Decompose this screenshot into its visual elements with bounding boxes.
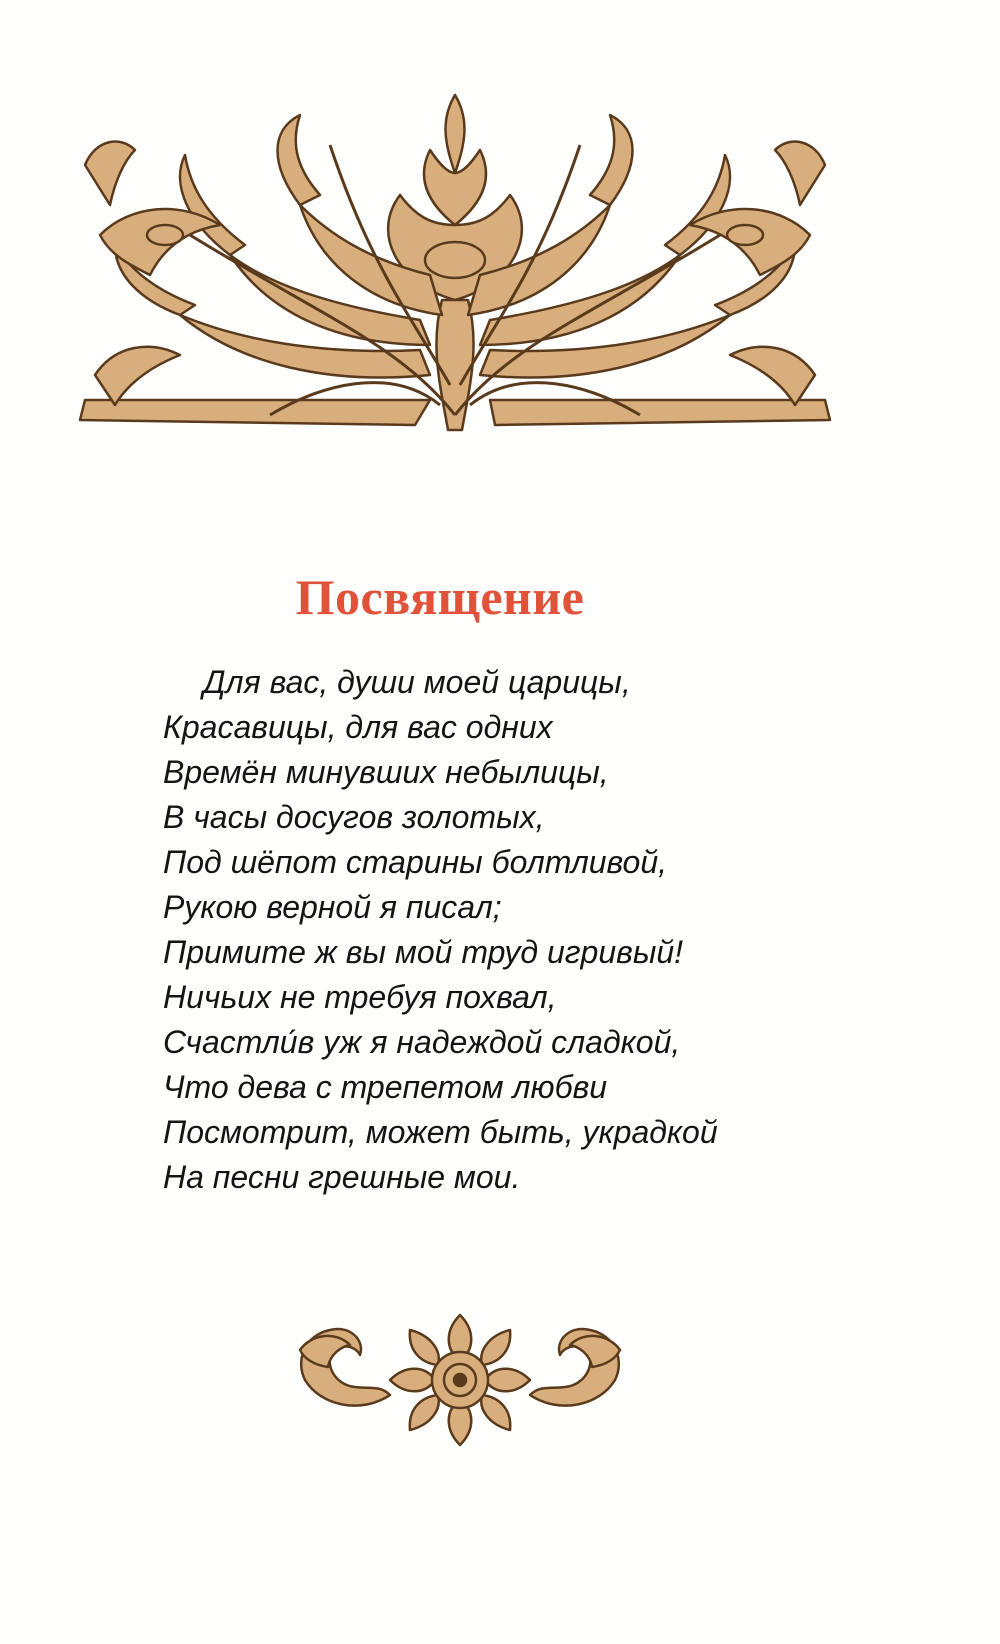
poem-line: На песни грешные мои. — [163, 1159, 521, 1195]
poem-line: Под шёпот старины болтливой, — [163, 844, 668, 880]
poem-line: В часы досугов золотых, — [163, 799, 545, 835]
poem-line: Что дева с трепетом любви — [163, 1069, 608, 1105]
poem-line: Красавицы, для вас одних — [163, 709, 553, 745]
poem-line: Посмотрит, может быть, украдкой — [163, 1114, 718, 1150]
poem-line: Примите ж вы мой труд игривый! — [163, 934, 684, 970]
poem-text — [163, 660, 883, 1200]
poem-line: Для вас, души моей царицы, — [203, 664, 631, 700]
rosette-tailpiece-ornament — [280, 1305, 640, 1455]
poem-line: Ничьих не требуя похвал, — [163, 979, 557, 1015]
page-title: Посвящение — [295, 569, 585, 625]
poem-line: Счастли́в уж я надеждой сладкой, — [163, 1024, 681, 1060]
poem-line: Времён минувших небылицы, — [163, 754, 609, 790]
poem-line: Рукою верной я писал; — [163, 889, 502, 925]
floral-headpiece-ornament — [70, 85, 840, 455]
